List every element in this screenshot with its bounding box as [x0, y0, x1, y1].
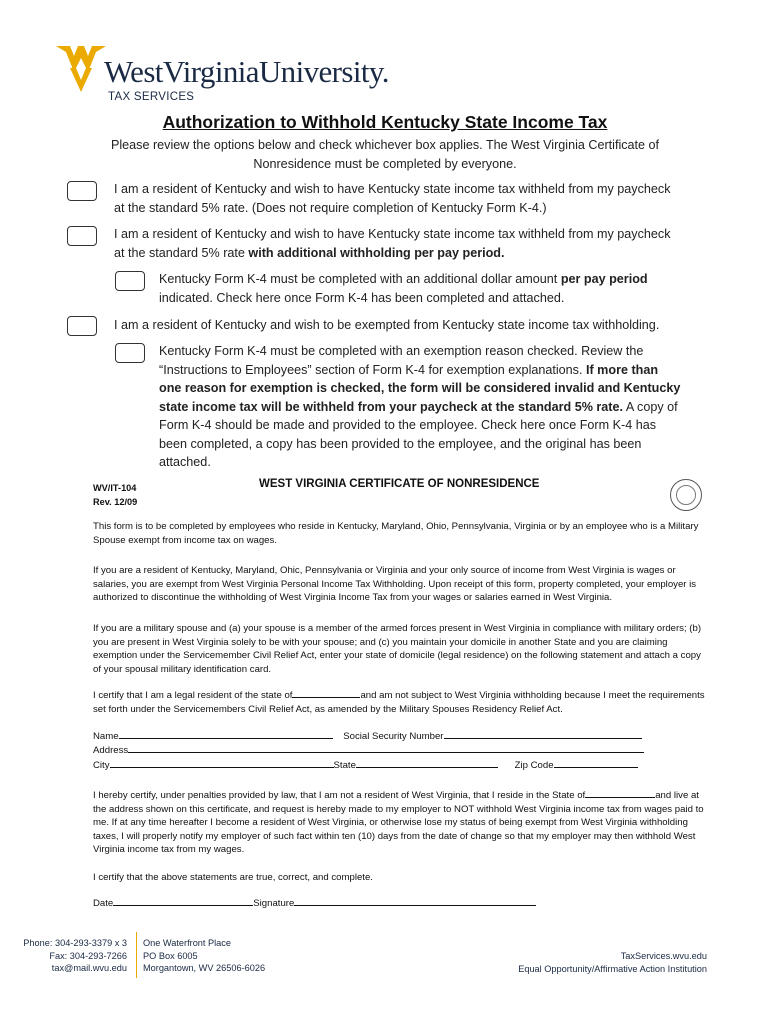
name-field[interactable] [119, 728, 333, 739]
date-label: Date [93, 898, 114, 909]
address-field[interactable] [128, 742, 644, 753]
footer-phone: Phone: 304-293-3379 x 3 [23, 938, 127, 948]
city-label: City [93, 760, 110, 771]
date-signature-row [93, 895, 653, 911]
zip-label: Zip Code [514, 760, 554, 771]
footer-contact [20, 937, 127, 975]
zip-field[interactable] [554, 757, 638, 768]
name-label: Name [93, 731, 119, 742]
domicile-state-field[interactable] [292, 687, 360, 698]
option-2-text: I am a resident of Kentucky and wish to have Kentucky state income tax withheld from my paycheck at the standard 5% rate with additional withholding per pay period. [114, 227, 671, 260]
intro-text: Please review the options below and check whichever box applies. The West Virginia Certificate of Nonresidence must be completed by everyone. [110, 138, 660, 171]
page-title: Authorization to Withhold Kentucky State Income Tax [162, 112, 608, 132]
wvu-wordmark: WestVirginiaUniversity. [104, 54, 389, 89]
footer-eeo: Equal Opportunity/Affirmative Action Institution [518, 963, 707, 974]
certificate-heading: WEST VIRGINIA CERTIFICATE OF NONRESIDENCE [259, 478, 540, 490]
footer-right [480, 950, 707, 975]
wv-state-seal-icon [670, 479, 702, 511]
state-label: State [333, 760, 356, 771]
signature-label: Signature [253, 898, 295, 909]
option-3a-k4-checkbox[interactable] [115, 343, 145, 363]
footer-fax: Fax: 304-293-7266 [49, 950, 127, 961]
certificate-paragraph-3: If you are a military spouse and (a) your spouse is a member of the armed forces present in West Virginia in compliance with military orders; (b) you are present in West Virginia solely to be with your spouse; and (c) you maintain your domicile in another State and you are claiming exemption under the Servicemember Civil Relief Act, enter your state of domicile (legal residence) on the following statement and attach a copy of your spousal military identification card. [93, 623, 702, 675]
footer-address: One Waterfront Place PO Box 6005 Morgantown, WV 26506-6026 [143, 938, 266, 973]
footer-website-link[interactable]: TaxServices.wvu.edu [620, 951, 707, 961]
date-field[interactable] [113, 895, 253, 906]
state-field[interactable] [356, 757, 498, 768]
certificate-paragraph-2: If you are a resident of Kentucky, Maryland, Ohic, Pennsylvania or Virginia and your only source of income from West Virginia is wages or salaries, you are exempt from West Virginia Personal Income Tax Withholding. Upon receipt of this form, property completed, your employer is authorized to discontinue the withholding of West Virginia Income Tax from your wages or salaries earned in West Virginia. [93, 565, 697, 604]
option-3-checkbox[interactable] [67, 316, 97, 336]
option-3-text: I am a resident of Kentucky and wish to be exempted from Kentucky state income tax withholding. [114, 318, 660, 332]
residence-state-field[interactable] [585, 787, 655, 798]
form-id: WV/IT-104 Rev. 12/09 [93, 483, 138, 507]
ssn-field[interactable] [444, 728, 642, 739]
certificate-paragraph-4: I certify that I am a legal resident of the state of and am not subject to West Virginia withholding because I meet the requirements set forth under the Servicemembers Civil Relief Act, as amended by the Military Spouses Residency Relief Act. [93, 687, 705, 716]
department-label: TAX SERVICES [108, 91, 195, 103]
certificate-paragraph-5: I hereby certify, under penalties provided by law, that I am not a resident of West Virginia, that I reside in the State of and live at the address shown on this certificate, and request is hereby made to my employer to NOT withhold West Virginia income tax from wages paid to me. If at any time hereafter I become a resident of West Virginia, or otherwise lose my status of being exempt from West Virginia withholding taxes, I will properly notify my employer of such fact within ten (10) days from the date of change so that my employer may then withhold West Virginia income tax from my wages. [93, 787, 705, 857]
footer-divider [136, 932, 137, 978]
wvu-flying-wv-logo [56, 46, 106, 92]
option-1-text: I am a resident of Kentucky and wish to have Kentucky state income tax withheld from my paycheck at the standard 5% rate. (Does not require completion of Kentucky Form K-4.) [114, 182, 671, 215]
option-3a-text: Kentucky Form K-4 must be completed with an exemption reason checked. Review the “Instructions to Employees” section of Form K-4 for exemption explanations. If more than one reason for exemption is checked, the form will be considered invalid and Kentucky state income tax will be withheld from your paycheck at the standard 5% rate. A copy of Form K-4 should be made and provided to the employee. Check here once Form K-4 has been completed, a copy has been provided to the employee, and the original has been attached. [159, 344, 681, 469]
address-row [93, 742, 653, 758]
footer-email[interactable]: tax@mail.wvu.edu [51, 963, 127, 973]
option-2a-text: Kentucky Form K-4 must be completed with an additional dollar amount per pay period indicated. Check here once Form K-4 has been completed and attached. [159, 272, 648, 305]
address-label: Address [93, 745, 129, 756]
city-row [93, 757, 653, 773]
ssn-label: Social Security Number [343, 731, 444, 742]
certificate-paragraph-6: I certify that the above statements are true, correct, and complete. [93, 872, 373, 883]
signature-field[interactable] [294, 895, 536, 906]
option-1-checkbox[interactable] [67, 181, 97, 201]
city-field[interactable] [110, 757, 334, 768]
option-2a-k4-checkbox[interactable] [115, 271, 145, 291]
option-2-checkbox[interactable] [67, 226, 97, 246]
certificate-paragraph-1: This form is to be completed by employees who reside in Kentucky, Maryland, Ohio, Pennsylvania, Virginia or by an employee who is a Military Spouse exempt from income tax on wages. [93, 521, 699, 546]
